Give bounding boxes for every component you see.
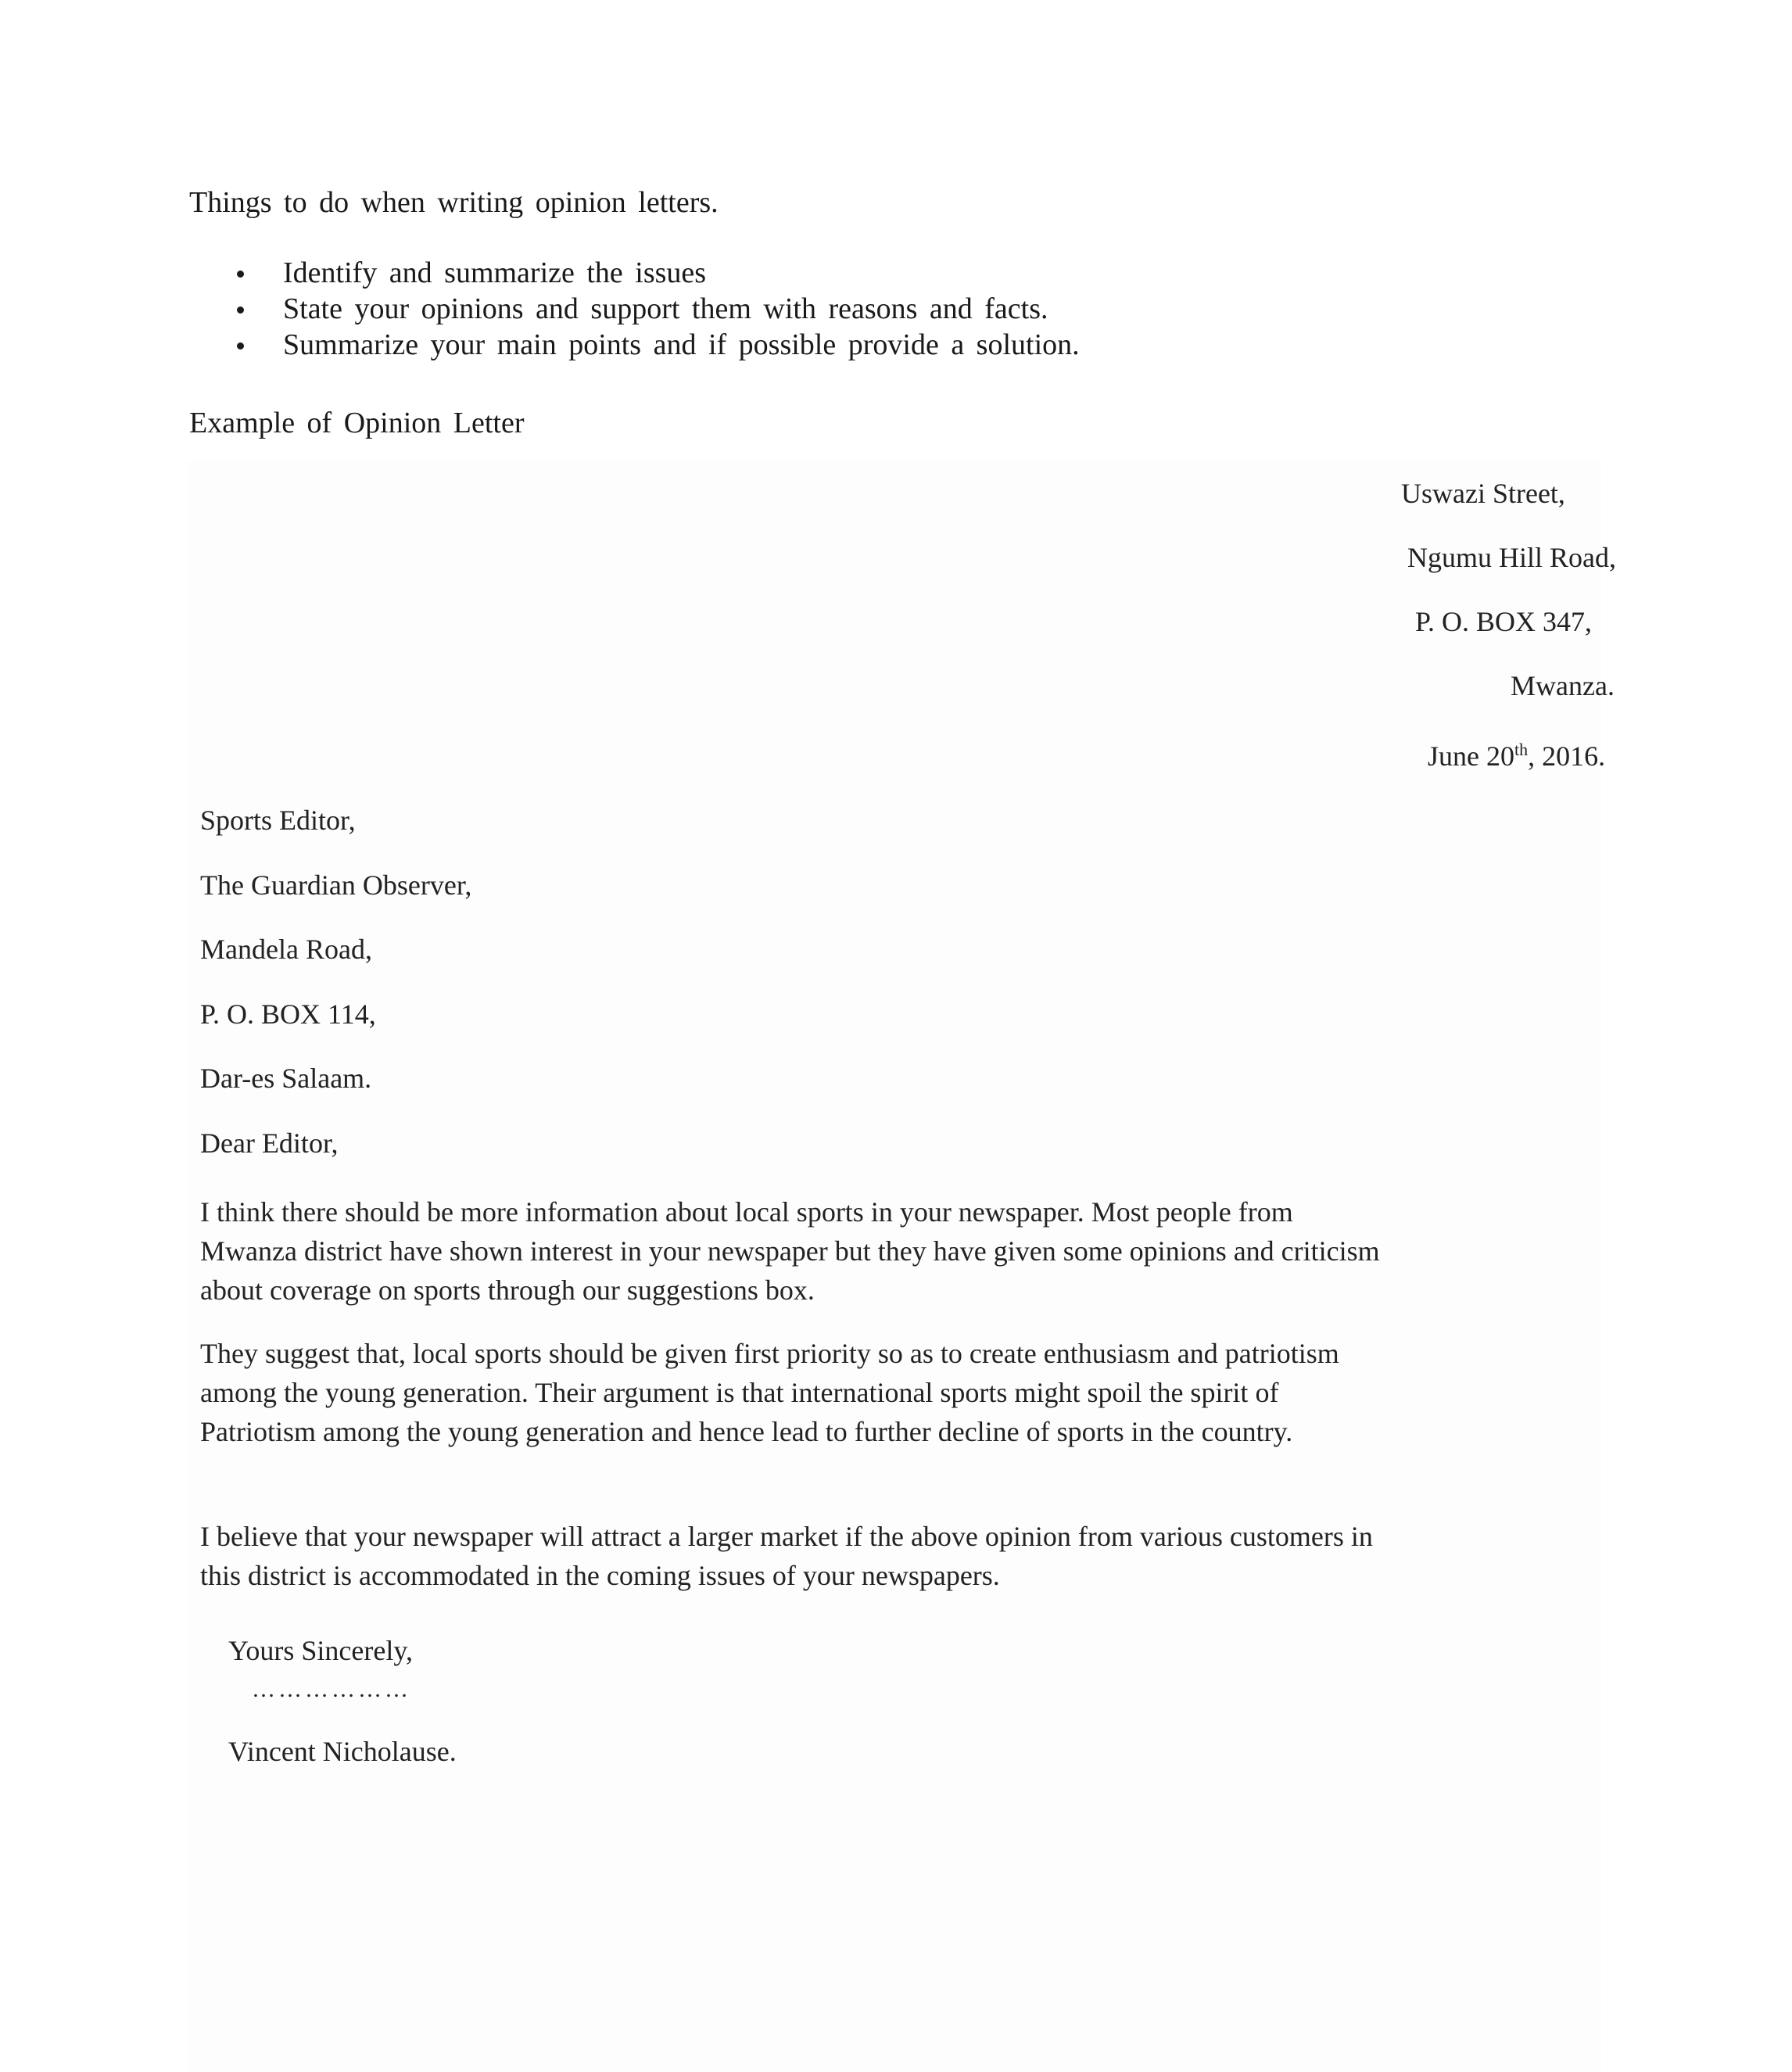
opinion-letter-image [188, 461, 1616, 2072]
sender-address [1401, 461, 1792, 782]
list-item: State your opinions and support them with reasons and facts. [189, 291, 1362, 327]
signer-name: Vincent Nicholause. [228, 1736, 457, 1767]
recipient-line: P. O. BOX 114, [200, 998, 376, 1030]
bullet-icon [237, 306, 244, 314]
intro-heading: Things to do when writing opinion letters. [189, 186, 719, 219]
salutation: Dear Editor, [200, 1127, 339, 1159]
recipient-address [200, 788, 471, 1175]
recipient-line: Dar-es Salaam. [200, 1063, 372, 1094]
letter-paragraph-3: I believe that your newspaper will attract a larger market if the above opinion from various customers in this district is accommodated in the coming issues of your newspapers. [200, 1521, 1373, 1591]
list-item: Identify and summarize the issues [189, 255, 1362, 291]
sender-line: Mwanza. [1511, 670, 1615, 701]
recipient-line: Sports Editor, [200, 805, 356, 836]
bullet-icon [237, 342, 244, 350]
letter-paragraph-1: I think there should be more information about local sports in your newspaper. Most people from Mwanza district have shown interest in your newspaper but they have given some opinions and criticism about coverage on sports through our suggestions box. [200, 1196, 1380, 1306]
sender-line: Ngumu Hill Road, [1407, 542, 1616, 573]
recipient-line: The Guardian Observer, [200, 869, 472, 901]
bullet-icon [237, 271, 244, 278]
signature-line: ……………… [252, 1676, 411, 1702]
sender-line: Uswazi Street, [1401, 478, 1565, 509]
recipient-line: Mandela Road, [200, 934, 372, 965]
intro-section [189, 185, 1362, 363]
tips-list [189, 255, 1362, 363]
sender-line: P. O. BOX 347, [1415, 606, 1593, 637]
letter-paragraph-2: They suggest that, local sports should be given first priority so as to create enthusiasm and patriotism among the young generation. Their argument is that international sports might spoil the spirit of Patriotism among the young generation and hence lead to further decline of sports in the country. [200, 1338, 1339, 1447]
list-item: Summarize your main points and if possible provide a solution. [189, 327, 1362, 363]
letter-closing [228, 1628, 457, 1775]
example-heading: Example of Opinion Letter [189, 407, 525, 439]
closing-phrase: Yours Sincerely, [228, 1635, 414, 1666]
letter-date: June 20th, 2016. [1428, 740, 1606, 772]
